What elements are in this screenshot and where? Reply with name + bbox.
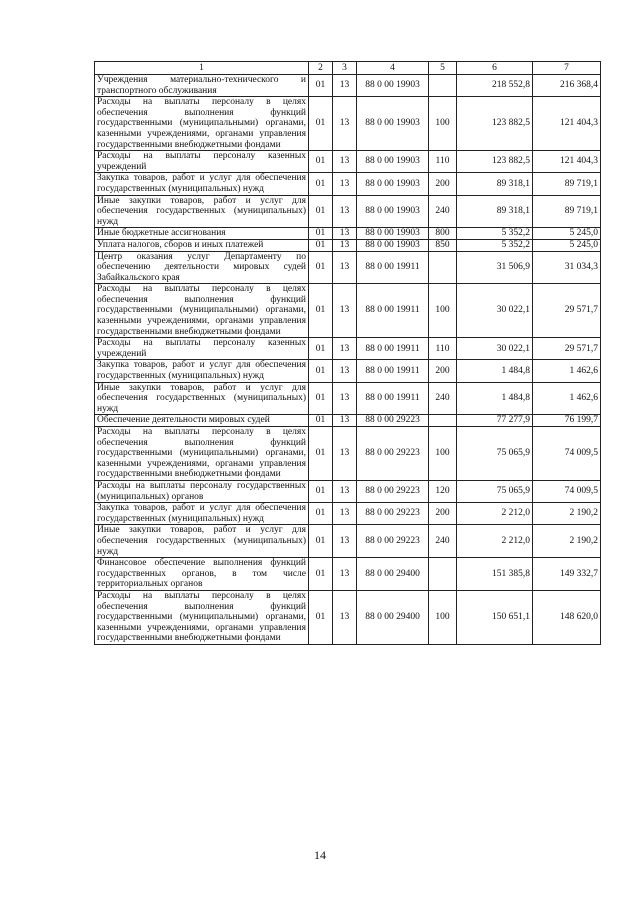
row-name-cell: Иные закупки товаров, работ и услуг для обеспечения государственных (муниципальных) нужд [95,525,309,558]
column-header-7: 7 [533,62,601,75]
row-name-cell: Иные бюджетные ассигнования [95,228,309,240]
expense-type-cell: 120 [429,480,457,502]
amount-col6-cell: 30 022,1 [457,338,533,360]
subsection-code-cell: 13 [333,239,357,251]
column-header-3: 3 [333,62,357,75]
amount-col7-cell: 5 245,0 [533,228,601,240]
section-code-cell: 01 [309,415,333,427]
amount-col6-cell: 75 065,9 [457,427,533,481]
expense-type-cell: 240 [429,525,457,558]
target-article-cell: 88 0 00 19903 [357,239,429,251]
row-name-cell: Иные закупки товаров, работ и услуг для обеспечения государственных (муниципальных) нужд [95,382,309,415]
section-code-cell: 01 [309,503,333,525]
subsection-code-cell: 13 [333,590,357,644]
row-name-cell: Закупка товаров, работ и услуг для обеспечения государственных (муниципальных) нужд [95,360,309,382]
table-row [95,251,601,284]
subsection-code-cell: 13 [333,480,357,502]
table-row [95,228,601,240]
section-code-cell: 01 [309,382,333,415]
amount-col7-cell: 216 368,4 [533,75,601,97]
row-name-cell: Обеспечение деятельности мировых судей [95,415,309,427]
expense-type-cell: 100 [429,590,457,644]
subsection-code-cell: 13 [333,151,357,173]
section-code-cell: 01 [309,525,333,558]
amount-col7-cell: 89 719,1 [533,173,601,195]
subsection-code-cell: 13 [333,558,357,591]
target-article-cell: 88 0 00 19911 [357,284,429,338]
column-header-6: 6 [457,62,533,75]
table-row [95,151,601,173]
table-body [95,75,601,645]
amount-col7-cell: 29 571,7 [533,338,601,360]
table-row [95,195,601,228]
amount-col6-cell: 75 065,9 [457,480,533,502]
expense-type-cell: 100 [429,427,457,481]
amount-col6-cell: 1 484,8 [457,382,533,415]
target-article-cell: 88 0 00 29223 [357,480,429,502]
page-number: 14 [314,848,326,862]
target-article-cell: 88 0 00 19903 [357,151,429,173]
row-name-cell: Расходы на выплаты персоналу в целях обеспечения выполнения функций государственными (муниципальными) органами, казенными учреждениями, органами управления государственными внебюджетными фондами [95,284,309,338]
amount-col7-cell: 2 190,2 [533,503,601,525]
table-row [95,590,601,644]
section-code-cell: 01 [309,228,333,240]
amount-col6-cell: 31 506,9 [457,251,533,284]
amount-col6-cell: 89 318,1 [457,173,533,195]
table-row [95,173,601,195]
section-code-cell: 01 [309,251,333,284]
subsection-code-cell: 13 [333,503,357,525]
subsection-code-cell: 13 [333,97,357,151]
target-article-cell: 88 0 00 29400 [357,558,429,591]
section-code-cell: 01 [309,239,333,251]
section-code-cell: 01 [309,173,333,195]
row-name-cell: Расходы на выплаты персоналу в целях обеспечения выполнения функций государственными (муниципальными) органами, казенными учреждениями, органами управления государственными внебюджетными фондами [95,427,309,481]
amount-col7-cell: 89 719,1 [533,195,601,228]
expense-type-cell: 800 [429,228,457,240]
budget-table [94,61,601,645]
column-header-5: 5 [429,62,457,75]
amount-col7-cell: 74 009,5 [533,480,601,502]
amount-col6-cell: 150 651,1 [457,590,533,644]
row-name-cell: Уплата налогов, сборов и иных платежей [95,239,309,251]
section-code-cell: 01 [309,75,333,97]
expense-type-cell: 200 [429,503,457,525]
expense-type-cell [429,251,457,284]
amount-col6-cell: 5 352,2 [457,228,533,240]
target-article-cell: 88 0 00 19911 [357,338,429,360]
subsection-code-cell: 13 [333,415,357,427]
header-row [95,62,601,75]
section-code-cell: 01 [309,151,333,173]
subsection-code-cell: 13 [333,284,357,338]
expense-type-cell: 240 [429,382,457,415]
amount-col7-cell: 74 009,5 [533,427,601,481]
amount-col7-cell: 31 034,3 [533,251,601,284]
amount-col7-cell: 76 199,7 [533,415,601,427]
amount-col7-cell: 29 571,7 [533,284,601,338]
row-name-cell: Расходы на выплаты персоналу в целях обеспечения выполнения функций государственными (муниципальными) органами, казенными учреждениями, органами управления государственными внебюджетными фондами [95,590,309,644]
subsection-code-cell: 13 [333,525,357,558]
target-article-cell: 88 0 00 19903 [357,75,429,97]
amount-col6-cell: 218 552,8 [457,75,533,97]
table-row [95,382,601,415]
amount-col6-cell: 2 212,0 [457,503,533,525]
expense-type-cell: 850 [429,239,457,251]
section-code-cell: 01 [309,338,333,360]
section-code-cell: 01 [309,480,333,502]
row-name-cell: Расходы на выплаты персоналу казенных учреждений [95,151,309,173]
section-code-cell: 01 [309,97,333,151]
expense-type-cell [429,415,457,427]
target-article-cell: 88 0 00 19903 [357,228,429,240]
subsection-code-cell: 13 [333,360,357,382]
expense-type-cell [429,558,457,591]
table-row [95,503,601,525]
column-header-4: 4 [357,62,429,75]
amount-col7-cell: 1 462,6 [533,360,601,382]
amount-col6-cell: 123 882,5 [457,97,533,151]
amount-col7-cell: 5 245,0 [533,239,601,251]
amount-col7-cell: 121 404,3 [533,97,601,151]
row-name-cell: Закупка товаров, работ и услуг для обеспечения государственных (муниципальных) нужд [95,503,309,525]
subsection-code-cell: 13 [333,173,357,195]
target-article-cell: 88 0 00 29223 [357,427,429,481]
amount-col7-cell: 2 190,2 [533,525,601,558]
expense-type-cell: 110 [429,151,457,173]
target-article-cell: 88 0 00 19911 [357,251,429,284]
expense-type-cell: 200 [429,360,457,382]
table-row [95,415,601,427]
table-row [95,360,601,382]
section-code-cell: 01 [309,195,333,228]
target-article-cell: 88 0 00 29400 [357,590,429,644]
amount-col6-cell: 30 022,1 [457,284,533,338]
row-name-cell: Финансовое обеспечение выполнения функций государственных органов, в том числе территориальных органов [95,558,309,591]
target-article-cell: 88 0 00 19903 [357,195,429,228]
subsection-code-cell: 13 [333,382,357,415]
row-name-cell: Учреждения материально-технического и транспортного обслуживания [95,75,309,97]
amount-col7-cell: 148 620,0 [533,590,601,644]
column-header-2: 2 [309,62,333,75]
amount-col6-cell: 151 385,8 [457,558,533,591]
section-code-cell: 01 [309,558,333,591]
row-name-cell: Расходы на выплаты персоналу государственных (муниципальных) органов [95,480,309,502]
subsection-code-cell: 13 [333,195,357,228]
amount-col6-cell: 1 484,8 [457,360,533,382]
section-code-cell: 01 [309,427,333,481]
amount-col7-cell: 149 332,7 [533,558,601,591]
amount-col6-cell: 5 352,2 [457,239,533,251]
expense-type-cell: 200 [429,173,457,195]
amount-col7-cell: 121 404,3 [533,151,601,173]
column-header-1: 1 [95,62,309,75]
table-row [95,338,601,360]
amount-col6-cell: 89 318,1 [457,195,533,228]
target-article-cell: 88 0 00 29223 [357,503,429,525]
amount-col6-cell: 77 277,9 [457,415,533,427]
target-article-cell: 88 0 00 29223 [357,525,429,558]
target-article-cell: 88 0 00 19903 [357,97,429,151]
expense-type-cell: 110 [429,338,457,360]
target-article-cell: 88 0 00 19911 [357,382,429,415]
subsection-code-cell: 13 [333,251,357,284]
subsection-code-cell: 13 [333,427,357,481]
row-name-cell: Центр оказания услуг Департаменту по обеспечению деятельности мировых судей Забайкальского края [95,251,309,284]
expense-type-cell: 100 [429,97,457,151]
subsection-code-cell: 13 [333,75,357,97]
table-row [95,427,601,481]
target-article-cell: 88 0 00 19911 [357,360,429,382]
table-row [95,480,601,502]
expense-type-cell [429,75,457,97]
section-code-cell: 01 [309,284,333,338]
subsection-code-cell: 13 [333,228,357,240]
amount-col6-cell: 2 212,0 [457,525,533,558]
table-row [95,284,601,338]
table-row [95,525,601,558]
row-name-cell: Закупка товаров, работ и услуг для обеспечения государственных (муниципальных) нужд [95,173,309,195]
amount-col6-cell: 123 882,5 [457,151,533,173]
amount-col7-cell: 1 462,6 [533,382,601,415]
section-code-cell: 01 [309,360,333,382]
section-code-cell: 01 [309,590,333,644]
table-row [95,558,601,591]
row-name-cell: Иные закупки товаров, работ и услуг для обеспечения государственных (муниципальных) нужд [95,195,309,228]
table-row [95,97,601,151]
target-article-cell: 88 0 00 19903 [357,173,429,195]
expense-type-cell: 240 [429,195,457,228]
subsection-code-cell: 13 [333,338,357,360]
table-row [95,239,601,251]
row-name-cell: Расходы на выплаты персоналу казенных учреждений [95,338,309,360]
target-article-cell: 88 0 00 29223 [357,415,429,427]
row-name-cell: Расходы на выплаты персоналу в целях обеспечения выполнения функций государственными (муниципальными) органами, казенными учреждениями, органами управления государственными внебюджетными фондами [95,97,309,151]
expense-type-cell: 100 [429,284,457,338]
table-row [95,75,601,97]
